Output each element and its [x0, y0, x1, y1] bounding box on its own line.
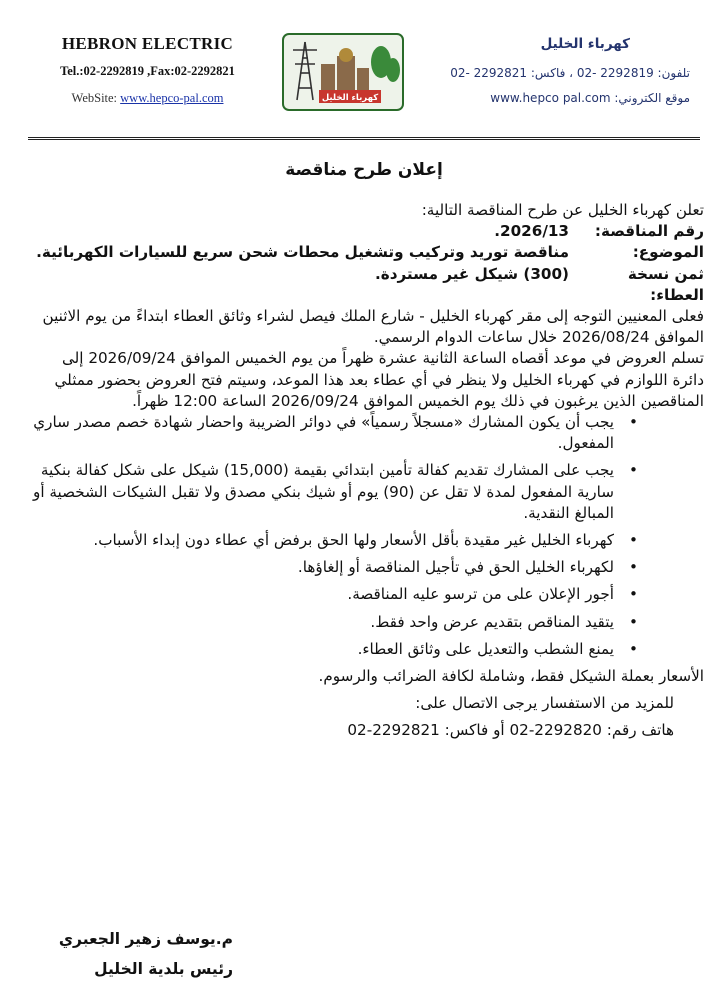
list-item	[26, 612, 704, 633]
bullet-icon: •	[629, 558, 638, 577]
condition-text: أجور الإعلان على من ترسو عليه المناقصة.	[347, 585, 614, 604]
announcement-title: إعلان طرح مناقصة	[285, 160, 443, 180]
bullet-icon: •	[629, 612, 638, 631]
condition-text: يجب على المشارك تقديم كفالة تأمين ابتدائي بقيمة (15,000) شيكل على شكل كفالة بنكية سارية المفعول لمدة لا تقل عن (90) يوم أو شيك بنكي مصدق ولا تقبل الشيكات الشخصية أو المبالغ النقدية.	[32, 461, 614, 522]
prices-note: الأسعار بعملة الشيكل فقط، وشاملة لكافة الضرائب والرسوم.	[318, 667, 704, 686]
logo-banner-text: كهرباء الخليل	[321, 93, 379, 103]
paragraph-purchase: فعلى المعنيين التوجه إلى مقر كهرباء الخليل - شارع الملك فيصل لشراء وثائق العطاء ابتداءً من يوم الاثنين الموافق 2026/08/24 خلال ساعات الدوام الرسمي.	[42, 307, 704, 347]
detail-copy-price	[26, 264, 704, 306]
contact-intro: للمزيد من الاستفسار يرجى الاتصال على:	[415, 694, 674, 713]
tel-fax-en: Tel.:02-2292819 ,Fax:02-2292821	[60, 64, 235, 78]
bullet-icon: •	[629, 639, 638, 658]
list-item	[26, 557, 704, 578]
condition-text: لكهرباء الخليل الحق في تأجيل المناقصة أو إلغاؤها.	[297, 558, 614, 577]
website-ar-line	[430, 91, 690, 105]
detail-value: مناقصة توريد وتركيب وتشغيل محطات شحن سريع للسيارات الكهربائية.	[36, 243, 569, 262]
bullet-icon: •	[629, 531, 638, 550]
paragraph-submission: تسلم العروض في موعد أقصاه الساعة الثانية عشرة ظهراً من يوم الخميس الموافق 2026/09/24 إلى دائرة اللوازم في كهرباء الخليل ولا ينظر في أي عطاء بعد هذا الموعد، وسيتم فتح العروض بحضور ممثلي المناقصين الذين يرغبون في ذلك يوم الخميس الموافق 2026/09/24 الساعة 12:00 ظهراً.	[54, 349, 704, 410]
company-name-ar: كهرباء الخليل	[540, 36, 630, 52]
condition-text: يتقيد المناقص بتقديم عرض واحد فقط.	[370, 612, 614, 631]
condition-text: يجب أن يكون المشارك «مسجلاً رسمياً» في دوائر الضريبة واحضار شهادة خصم مصدر ساري المفعول.	[33, 413, 614, 453]
detail-value: (300) شيكل غير مستردة.	[374, 264, 569, 283]
header-divider	[28, 137, 700, 140]
website-link-en[interactable]: www.hepco-pal.com	[120, 91, 224, 105]
hebron-electric-logo-icon	[275, 28, 411, 116]
bullet-icon: •	[629, 585, 638, 604]
company-name-en: HEBRON ELECTRIC	[61, 34, 234, 53]
detail-subject	[26, 242, 704, 263]
intro-text: تعلن كهرباء الخليل عن طرح المناقصة التالية:	[421, 201, 704, 219]
signatory-position: رئيس بلدية الخليل	[94, 960, 233, 978]
condition-text: كهرباء الخليل غير مقيدة بأقل الأسعار ولها الحق برفض أي عطاء دون إبداء الأسباب.	[93, 531, 614, 550]
list-item	[26, 460, 704, 524]
signatory-name: م.يوسف زهير الجعبري	[58, 930, 233, 948]
announcement-body	[26, 200, 704, 742]
tel-fax-ar: تلفون: 2292819 -02 ، فاكس: 2292821 -02	[450, 66, 690, 80]
bullet-icon: •	[629, 413, 638, 432]
website-en-line	[40, 91, 255, 106]
condition-text: يمنع الشطب والتعديل على وثائق العطاء.	[357, 639, 614, 658]
website-ar: www.hepco pal.com	[490, 91, 611, 105]
list-item	[26, 530, 704, 551]
header-english	[40, 34, 255, 106]
detail-value: 2026/13.	[494, 222, 569, 241]
detail-tender-number	[26, 221, 704, 242]
detail-label: الموضوع:	[632, 243, 704, 262]
conditions-list	[26, 412, 704, 660]
contact-line: هاتف رقم: 2292820-02 أو فاكس: 2292821-02	[347, 721, 674, 740]
list-item	[26, 584, 704, 605]
header-arabic	[430, 36, 690, 105]
signature-block	[59, 924, 233, 984]
bullet-icon: •	[629, 461, 638, 480]
list-item	[26, 639, 704, 660]
detail-label: ثمن نسخة العطاء:	[627, 264, 704, 304]
detail-label: رقم المناقصة:	[594, 222, 704, 241]
website-label-en: WebSite:	[71, 91, 118, 105]
list-item	[26, 412, 704, 454]
website-label-ar: موقع الكتروني:	[614, 91, 690, 105]
